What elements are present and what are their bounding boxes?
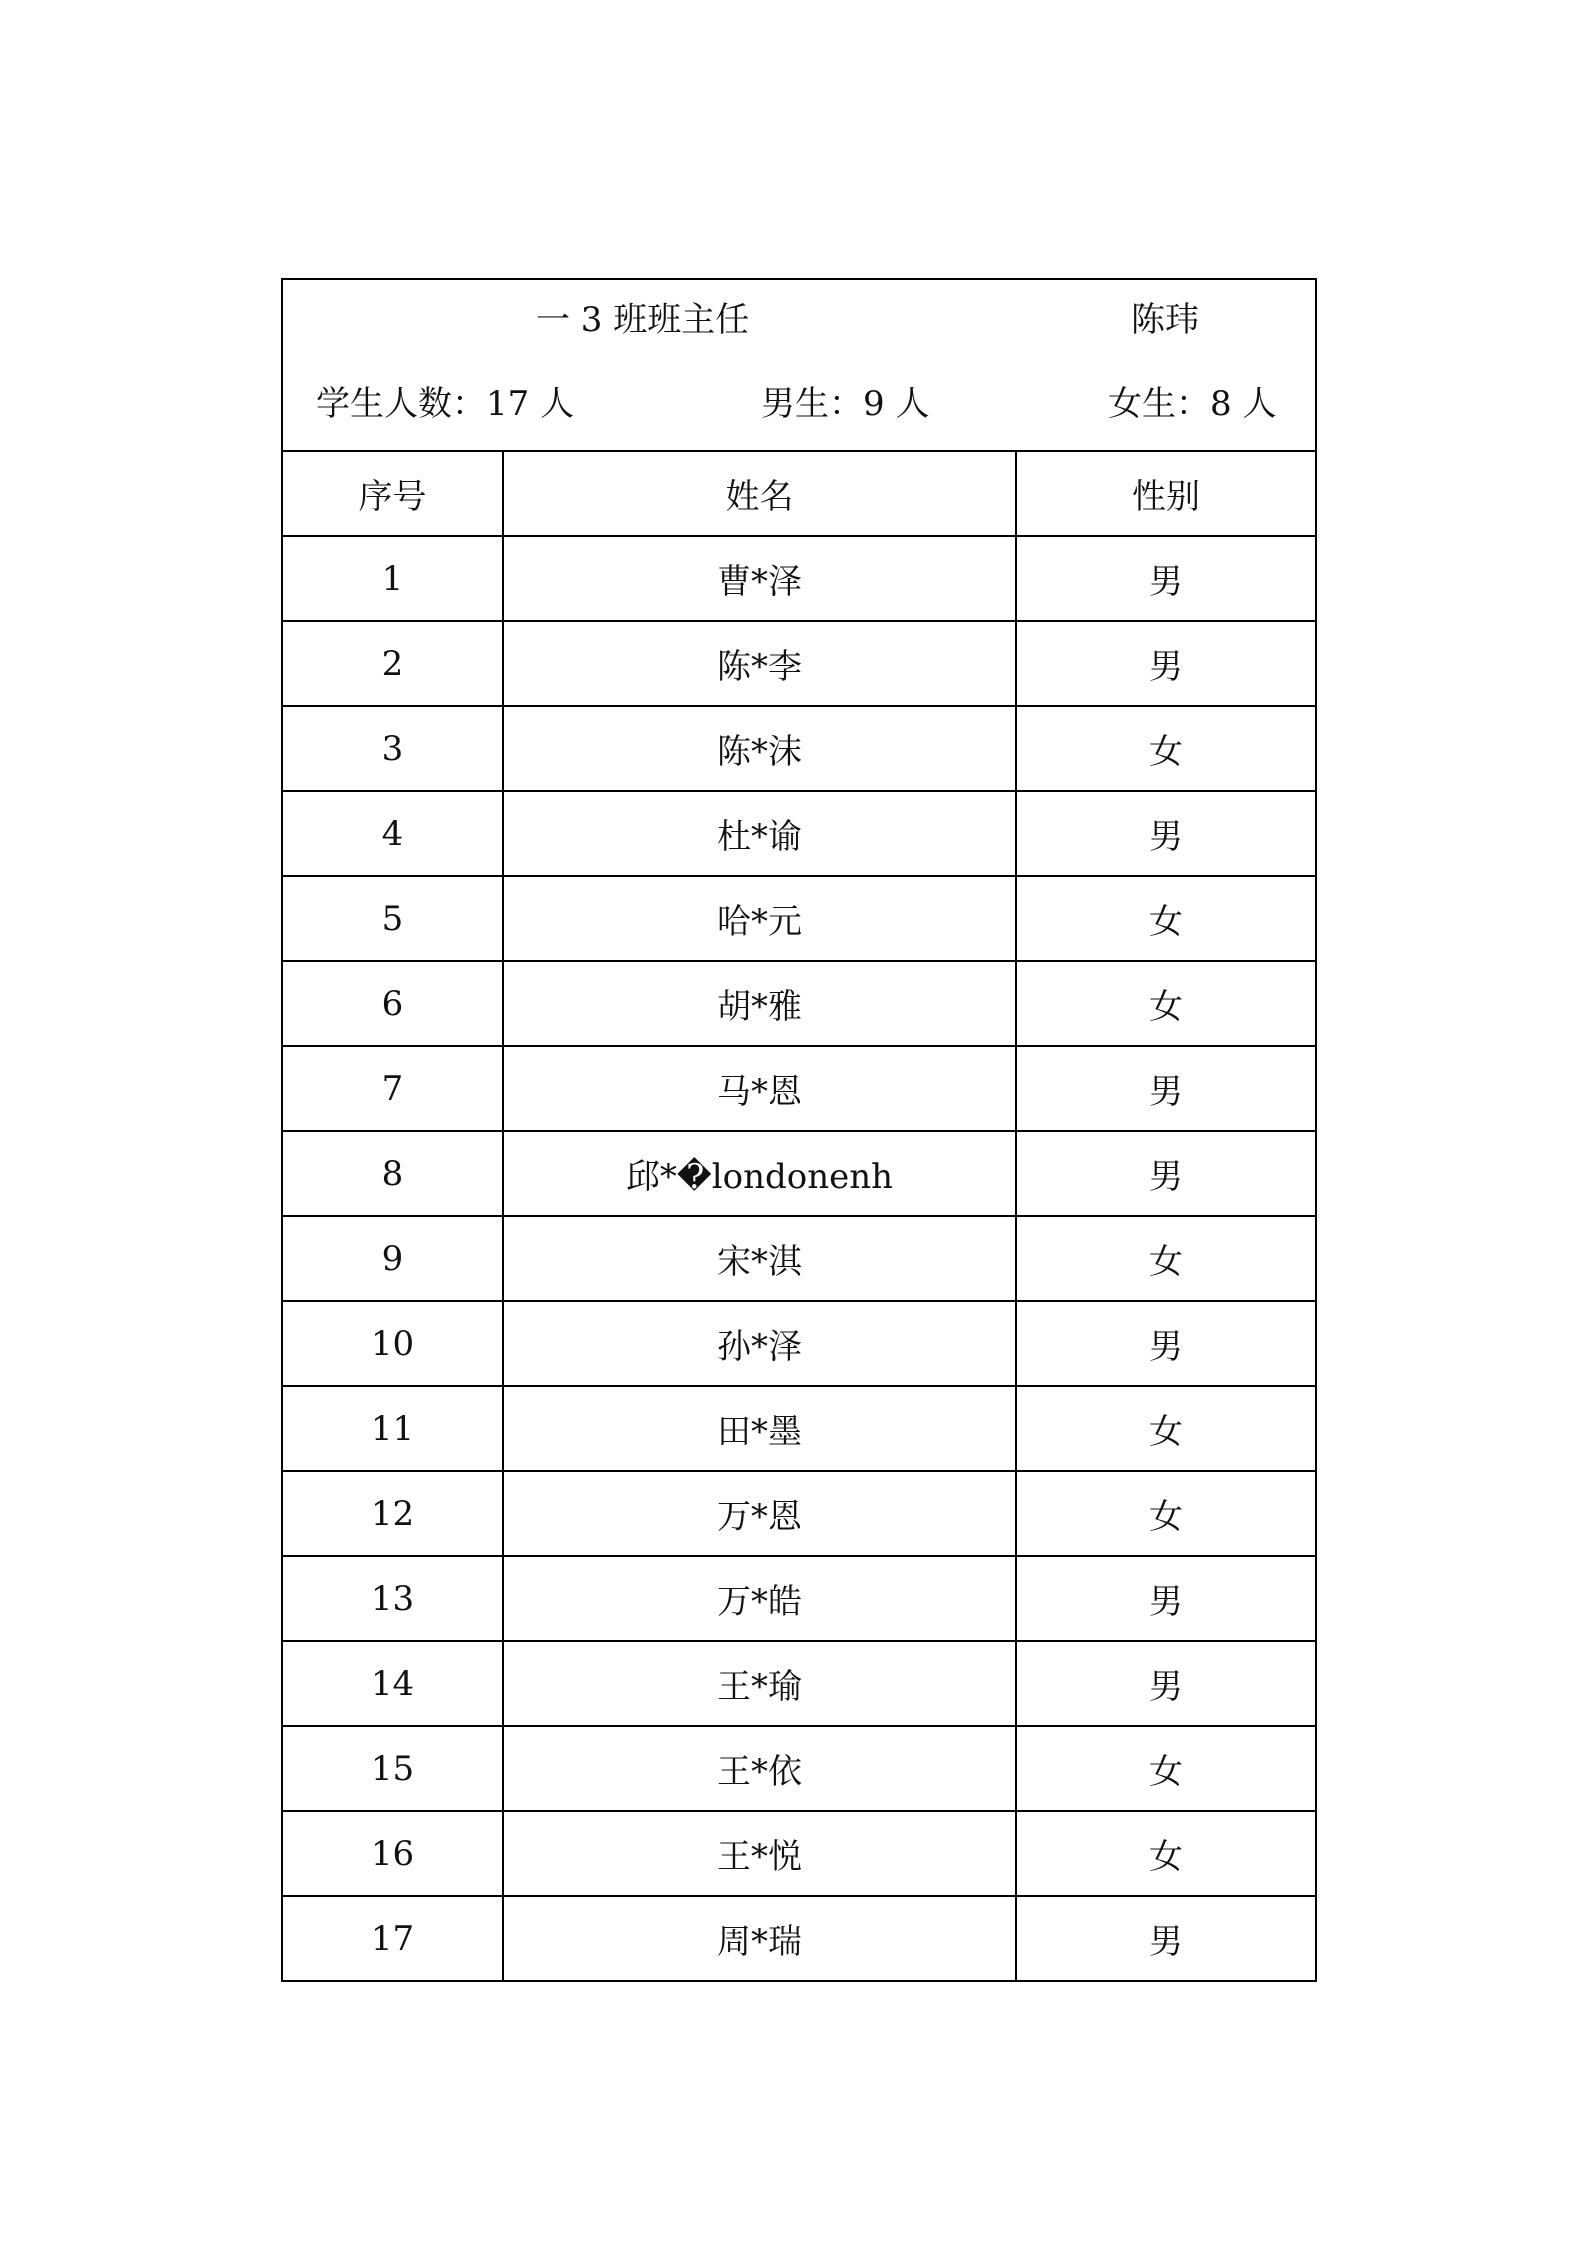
student-gender: 男 [1016,1556,1315,1641]
table-row [283,621,1315,706]
student-number: 8 [283,1131,503,1216]
student-name: 杜*谕 [503,791,1016,876]
table-row [283,1216,1315,1301]
student-name: 万*恩 [503,1471,1016,1556]
table-row [283,706,1315,791]
student-number: 7 [283,1046,503,1131]
student-table [283,452,1315,1980]
student-name: 陈*沫 [503,706,1016,791]
student-number: 1 [283,536,503,621]
student-name: 胡*雅 [503,961,1016,1046]
column-header-gender: 性别 [1016,452,1315,536]
student-gender: 男 [1016,536,1315,621]
table-row [283,791,1315,876]
student-gender: 男 [1016,1301,1315,1386]
student-gender: 男 [1016,791,1315,876]
student-gender: 女 [1016,1471,1315,1556]
student-number: 17 [283,1896,503,1980]
roster-header [283,280,1315,452]
student-number: 6 [283,961,503,1046]
student-number: 11 [283,1386,503,1471]
table-row [283,1641,1315,1726]
class-roster-sheet [281,278,1317,1982]
student-name: 曹*泽 [503,536,1016,621]
student-gender: 男 [1016,1896,1315,1980]
table-row [283,1471,1315,1556]
student-number: 9 [283,1216,503,1301]
student-number: 3 [283,706,503,791]
student-gender: 女 [1016,1726,1315,1811]
table-row [283,1386,1315,1471]
girls-count: 女生：8 人 [1108,384,1277,424]
table-row [283,1556,1315,1641]
student-name: 宋*淇 [503,1216,1016,1301]
student-number: 15 [283,1726,503,1811]
student-gender: 女 [1016,1811,1315,1896]
student-name: 王*依 [503,1726,1016,1811]
student-name: 王*悦 [503,1811,1016,1896]
student-number: 16 [283,1811,503,1896]
table-row [283,1811,1315,1896]
student-name: 哈*元 [503,876,1016,961]
table-row [283,961,1315,1046]
student-number: 14 [283,1641,503,1726]
table-row [283,1301,1315,1386]
table-row [283,536,1315,621]
student-gender: 女 [1016,961,1315,1046]
student-name: 周*瑞 [503,1896,1016,1980]
student-number: 13 [283,1556,503,1641]
student-number: 2 [283,621,503,706]
teacher-name: 陈玮 [1131,300,1199,340]
student-number: 5 [283,876,503,961]
student-number: 4 [283,791,503,876]
table-row [283,1896,1315,1980]
student-name: 孙*泽 [503,1301,1016,1386]
student-gender: 女 [1016,1216,1315,1301]
table-row [283,876,1315,961]
student-name: 王*瑜 [503,1641,1016,1726]
table-row [283,1046,1315,1131]
student-name: 邱*�londonenh [503,1131,1016,1216]
column-header-number: 序号 [358,477,427,517]
student-number: 10 [283,1301,503,1386]
student-gender: 男 [1016,1641,1315,1726]
student-name: 田*墨 [503,1386,1016,1471]
student-gender: 女 [1016,876,1315,961]
boys-count: 男生：9 人 [761,384,930,424]
student-gender: 男 [1016,1131,1315,1216]
column-header-name: 姓名 [503,452,1016,536]
total-students: 学生人数：17 人 [316,384,575,424]
student-name: 陈*李 [503,621,1016,706]
student-gender: 男 [1016,1046,1315,1131]
student-gender: 男 [1016,621,1315,706]
class-teacher-title: 一 3 班班主任 [536,300,750,340]
student-name: 马*恩 [503,1046,1016,1131]
student-gender: 女 [1016,1386,1315,1471]
table-row [283,1131,1315,1216]
student-number: 12 [283,1471,503,1556]
student-gender: 女 [1016,706,1315,791]
student-rows [283,536,1315,1980]
table-header-row [283,452,1315,536]
table-row [283,1726,1315,1811]
student-name: 万*皓 [503,1556,1016,1641]
